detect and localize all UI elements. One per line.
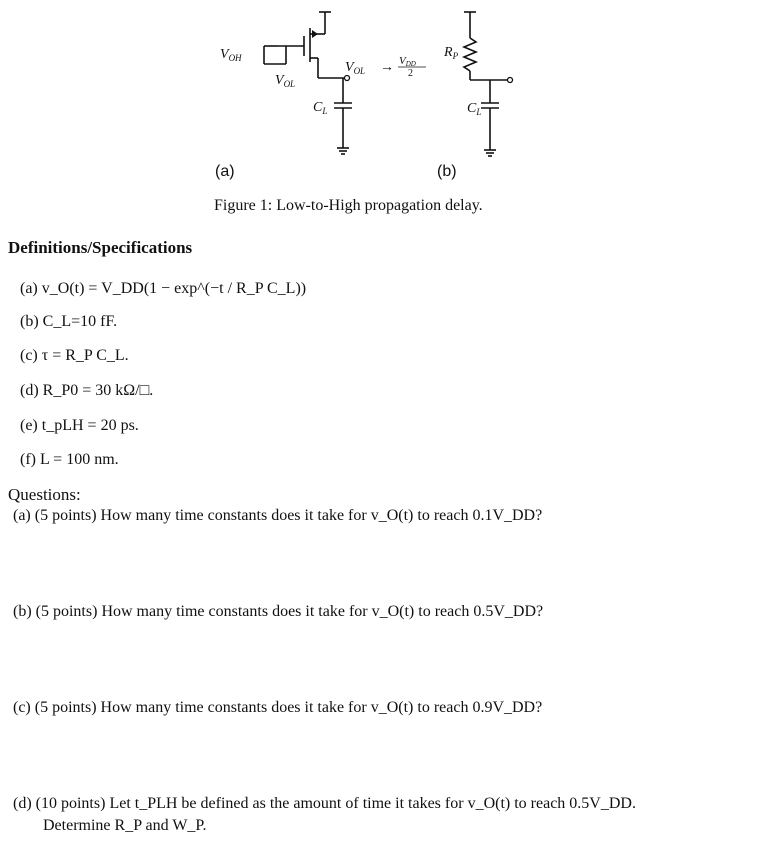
fraction-numerator: VDD — [399, 55, 416, 68]
question-text: How many time constants does it take for v_O(t) to reach 0.1V_DD? — [100, 507, 543, 524]
question-item — [13, 507, 542, 525]
figure-label-b: (b) — [437, 163, 457, 180]
arrow-symbol: → — [380, 60, 394, 75]
output-node-b — [508, 78, 513, 83]
definition-label: (a) — [20, 280, 38, 297]
definition-item — [20, 347, 129, 365]
definition-label: (e) — [20, 417, 38, 434]
definition-item — [20, 451, 119, 469]
definition-label: (f) — [20, 451, 36, 468]
question-text: Let t_PLH be defined as the amount of time it takes for v_O(t) to reach 0.5V_DD. — [109, 795, 636, 812]
question-points: (10 points) — [35, 795, 106, 812]
definition-text: τ = R_P C_L. — [41, 347, 129, 364]
question-points: (5 points) — [35, 603, 98, 620]
resistor-label: $R_P$ — [444, 45, 459, 61]
question-label: (c) — [13, 699, 31, 716]
question-points: (5 points) — [34, 507, 97, 524]
gate-label: $V_{OL}$ — [275, 73, 296, 89]
definition-item — [20, 417, 139, 435]
question-item — [13, 603, 543, 621]
pmos-arrow-icon — [312, 30, 318, 38]
question-points: (5 points) — [34, 699, 97, 716]
figure-label-a: (a) — [215, 163, 235, 180]
question-text: How many time constants does it take for v_O(t) to reach 0.9V_DD? — [100, 699, 543, 716]
definition-item — [20, 280, 306, 298]
cap-label-a: $C_L$ — [313, 100, 328, 116]
question-label: (a) — [13, 507, 31, 524]
definitions-heading: Definitions/Specifications — [8, 238, 193, 257]
definition-item — [20, 313, 117, 331]
definition-label: (c) — [20, 347, 38, 364]
question-label: (d) — [13, 795, 32, 812]
definition-text: C_L=10 fF. — [42, 313, 118, 330]
questions-heading: Questions: — [8, 485, 81, 504]
question-label: (b) — [13, 603, 32, 620]
cap-label-b: $C_L$ — [467, 101, 482, 117]
definition-text: t_pLH = 20 ps. — [41, 417, 139, 434]
output-label-a: $V_{OL}$ — [345, 60, 366, 76]
question-text: How many time constants does it take for v_O(t) to reach 0.5V_DD? — [101, 603, 544, 620]
question-text-continued: Determine R_P and W_P. — [43, 817, 207, 834]
figure-caption: Figure 1: Low-to-High propagation delay. — [214, 197, 483, 214]
definition-label: (b) — [20, 313, 39, 330]
question-item — [13, 699, 542, 717]
input-label: $V_{OH}$ — [220, 47, 242, 63]
fraction-denominator: 2 — [408, 68, 413, 79]
question-item — [13, 795, 636, 813]
definition-text: v_O(t) = V_DD(1 − exp^(−t / R_P C_L)) — [41, 280, 307, 297]
definition-item — [20, 382, 153, 400]
definition-text: R_P0 = 30 kΩ/□. — [42, 382, 154, 399]
definition-text: L = 100 nm. — [39, 451, 119, 468]
definition-label: (d) — [20, 382, 39, 399]
output-node-a — [345, 76, 350, 81]
resistor-rp — [464, 38, 476, 71]
circuit-figure — [200, 0, 560, 165]
